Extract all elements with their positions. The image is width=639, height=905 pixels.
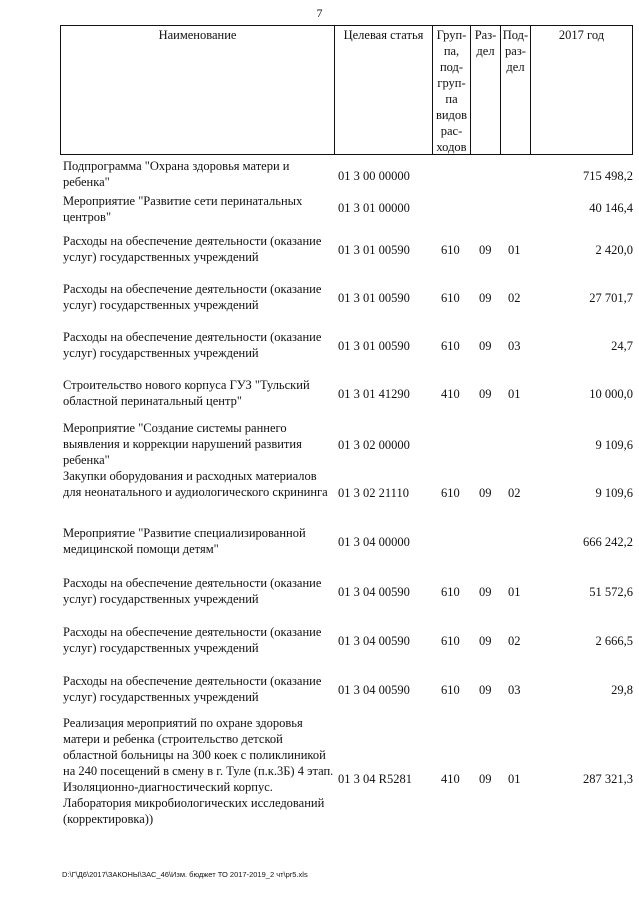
row-podrazdel: 02 [508, 634, 521, 648]
table-row [0, 525, 639, 559]
row-amount: 715 498,2 [583, 169, 633, 183]
row-name: Расходы на обеспечение деятельности (оказание услуг) государственных учреждений [63, 576, 322, 606]
row-code: 01 3 04 00590 [338, 683, 410, 697]
row-group: 610 [441, 339, 460, 353]
header-razdel-cell [470, 26, 500, 154]
table-row [0, 281, 639, 315]
row-amount: 51 572,6 [589, 585, 633, 599]
row-code: 01 3 01 00590 [338, 339, 410, 353]
row-code: 01 3 04 00000 [338, 535, 410, 549]
row-name: Реализация мероприятий по охране здоровья матери и ребенка (строительство детской областной больницы на 300 коек с поликлиникой на 240 посещений в смену в г. Туле (п.к.3Б) 4 этап. Изоляционно-диагностический корпус. Лаборатория микробиологических исследований (корректировка)) [63, 716, 334, 826]
row-group: 610 [441, 634, 460, 648]
row-group: 410 [441, 387, 460, 401]
row-amount: 24,7 [611, 339, 633, 353]
row-razdel: 09 [479, 683, 492, 697]
header-group: Груп- па, под- груп- па видов рас- ходов [435, 28, 468, 154]
row-podrazdel: 01 [508, 387, 521, 401]
row-group: 610 [441, 243, 460, 257]
row-amount: 666 242,2 [583, 535, 633, 549]
row-code: 01 3 04 00590 [338, 585, 410, 599]
table-row [0, 233, 639, 267]
header-year-cell [530, 26, 632, 154]
header-name: Наименование [158, 28, 237, 42]
row-amount: 27 701,7 [589, 291, 633, 305]
row-name: Расходы на обеспечение деятельности (оказание услуг) государственных учреждений [63, 674, 322, 704]
row-podrazdel: 01 [508, 772, 521, 786]
page-number: 7 [316, 6, 323, 20]
table-row [0, 673, 639, 707]
row-amount: 40 146,4 [589, 201, 633, 215]
row-group: 610 [441, 585, 460, 599]
row-name: Мероприятие "Создание системы раннего выявления и коррекции нарушений развития ребенка" [63, 421, 302, 467]
row-group: 610 [441, 291, 460, 305]
header-name-cell [61, 26, 334, 154]
row-code: 01 3 04 R5281 [338, 772, 412, 786]
row-code: 01 3 01 41290 [338, 387, 410, 401]
header-podrazdel-cell [500, 26, 530, 154]
row-podrazdel: 02 [508, 291, 521, 305]
header-code: Целевая статья [343, 28, 424, 42]
row-name: Мероприятие "Развитие сети перинатальных центров" [63, 194, 303, 224]
row-podrazdel: 02 [508, 486, 521, 500]
row-name: Закупки оборудования и расходных материалов для неонатального и аудиологического скрининга [63, 469, 328, 499]
row-razdel: 09 [479, 772, 492, 786]
header-year: 2017 год [558, 28, 605, 42]
row-amount: 2 666,5 [595, 634, 633, 648]
row-code: 01 3 04 00590 [338, 634, 410, 648]
row-razdel: 09 [479, 486, 492, 500]
row-razdel: 09 [479, 585, 492, 599]
header-podrazdel: Под- раз- дел [502, 28, 529, 74]
row-podrazdel: 01 [508, 585, 521, 599]
row-code: 01 3 01 00590 [338, 243, 410, 257]
header-group-cell [432, 26, 470, 154]
row-name: Расходы на обеспечение деятельности (оказание услуг) государственных учреждений [63, 234, 322, 264]
row-amount: 9 109,6 [595, 438, 633, 452]
row-name: Расходы на обеспечение деятельности (оказание услуг) государственных учреждений [63, 330, 322, 360]
header-code-cell [334, 26, 432, 154]
row-razdel: 09 [479, 291, 492, 305]
row-amount: 10 000,0 [589, 387, 633, 401]
row-code: 01 3 02 21110 [338, 486, 409, 500]
row-razdel: 09 [479, 339, 492, 353]
table-row [0, 468, 639, 518]
row-amount: 287 321,3 [583, 772, 633, 786]
row-name: Строительство нового корпуса ГУЗ "Тульский областной перинатальный центр" [63, 378, 310, 408]
row-podrazdel: 03 [508, 683, 521, 697]
header-razdel: Раз- дел [474, 28, 497, 58]
row-razdel: 09 [479, 634, 492, 648]
table-header [60, 25, 633, 155]
table-row [0, 624, 639, 658]
table-row [0, 158, 639, 192]
file-path-footer: D:\Г\Д6\2017\ЗАКОНЫ\ЗАС_46\Изм. бюджет ТО 2017-2019_2 чт\pr5.xls [62, 870, 308, 879]
row-podrazdel: 03 [508, 339, 521, 353]
row-amount: 2 420,0 [595, 243, 633, 257]
row-group: 410 [441, 772, 460, 786]
row-group: 610 [441, 486, 460, 500]
row-razdel: 09 [479, 243, 492, 257]
row-code: 01 3 01 00590 [338, 291, 410, 305]
row-name: Подпрограмма "Охрана здоровья матери и ребенка" [63, 159, 290, 189]
row-amount: 29,8 [611, 683, 633, 697]
table-row [0, 715, 639, 845]
row-code: 01 3 00 00000 [338, 169, 410, 183]
row-code: 01 3 02 00000 [338, 438, 410, 452]
row-podrazdel: 01 [508, 243, 521, 257]
row-code: 01 3 01 00000 [338, 201, 410, 215]
table-row [0, 329, 639, 363]
table-row [0, 377, 639, 411]
row-name: Мероприятие "Развитие специализированной медицинской помощи детям" [63, 526, 306, 556]
table-row [0, 193, 639, 227]
row-razdel: 09 [479, 387, 492, 401]
row-group: 610 [441, 683, 460, 697]
table-row [0, 575, 639, 609]
row-amount: 9 109,6 [595, 486, 633, 500]
table-row [0, 420, 639, 470]
row-name: Расходы на обеспечение деятельности (оказание услуг) государственных учреждений [63, 282, 322, 312]
row-name: Расходы на обеспечение деятельности (оказание услуг) государственных учреждений [63, 625, 322, 655]
